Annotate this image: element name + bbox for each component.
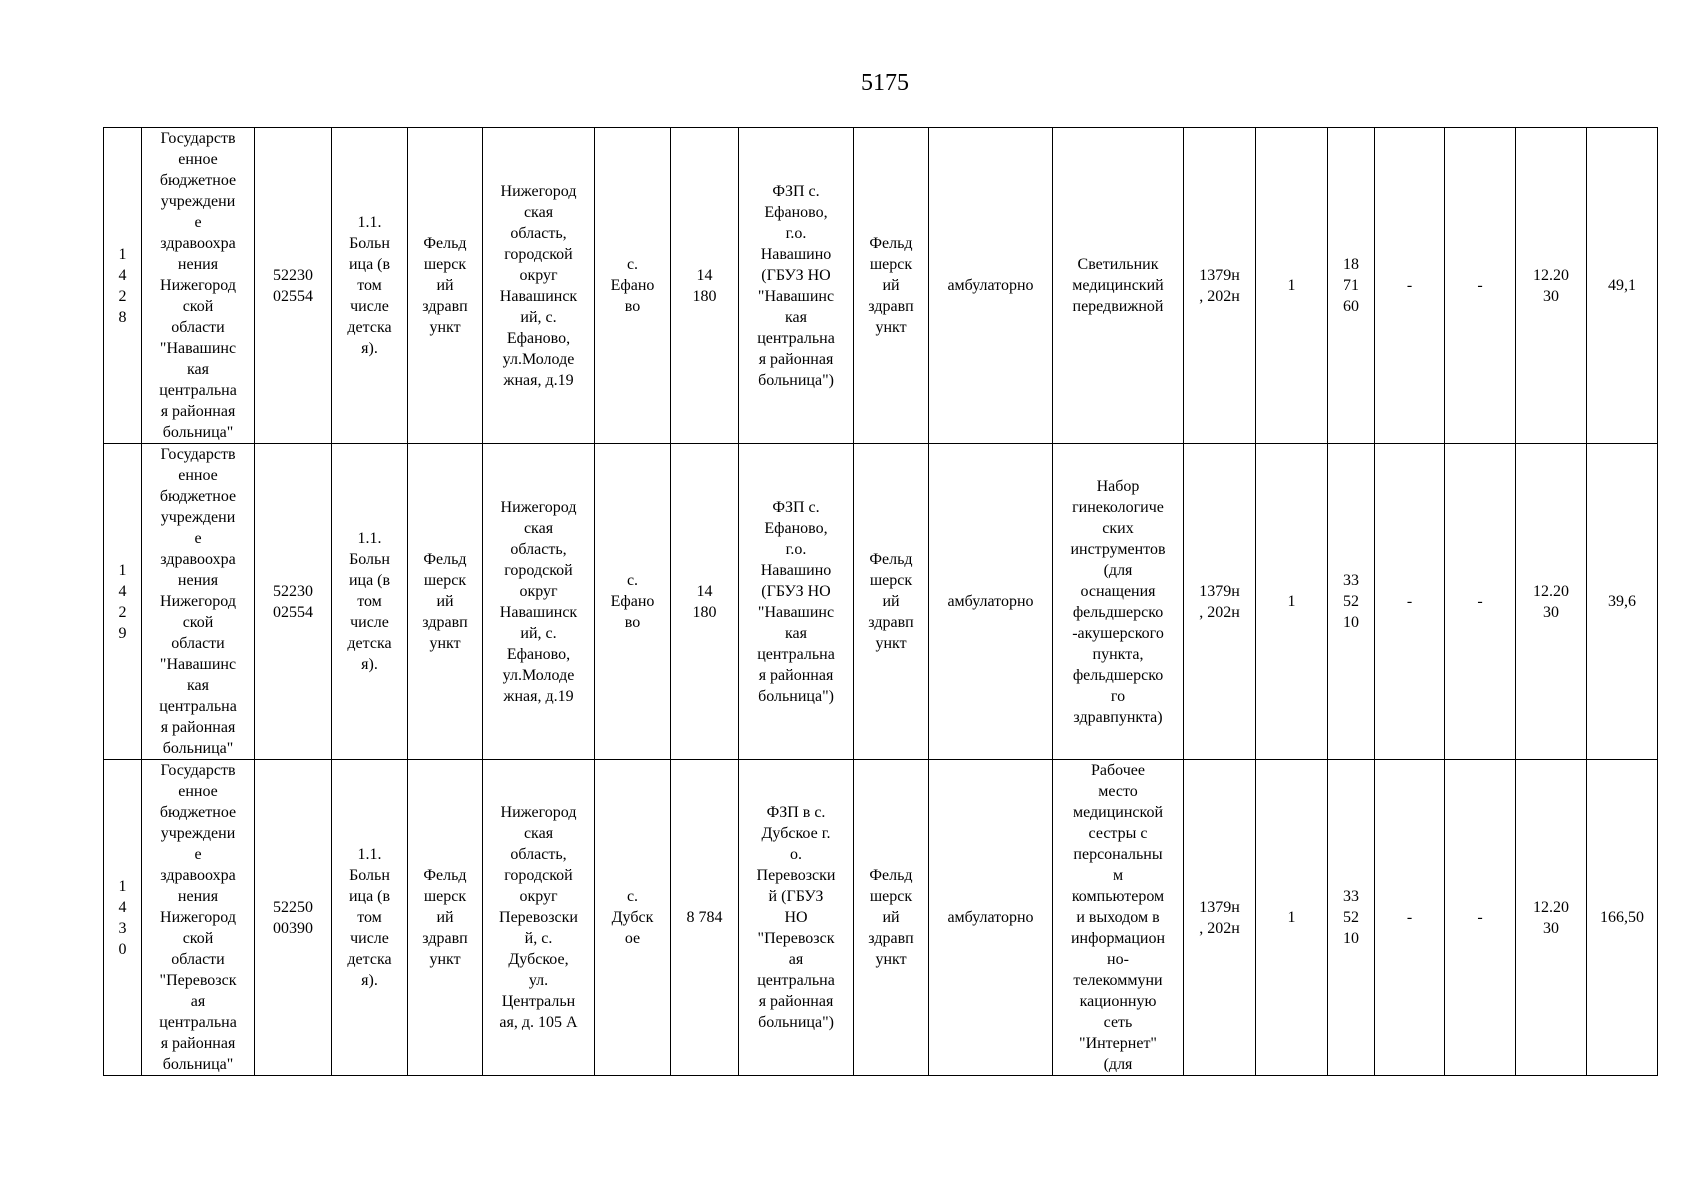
empty-field-2-cell: - xyxy=(1445,128,1516,444)
care-mode-cell: амбулаторно xyxy=(929,760,1053,1076)
facility-name-cell: ФЗП с. Ефаново, г.о. Навашино (ГБУЗ НО "Навашинс кая центральна я районная больница") xyxy=(739,128,854,444)
org-code-cell: 52230 02554 xyxy=(255,128,332,444)
care-mode-cell: амбулаторно xyxy=(929,128,1053,444)
okpd-code-cell: 33 52 10 xyxy=(1328,444,1375,760)
population-cell: 14 180 xyxy=(671,444,739,760)
empty-field-2-cell: - xyxy=(1445,760,1516,1076)
org-code-cell: 52230 02554 xyxy=(255,444,332,760)
organization-cell: Государств енное бюджетное учреждени е здравоохра нения Нижегород ской области "Навашинс кая центральна я районная больница" xyxy=(142,444,255,760)
empty-field-1-cell: - xyxy=(1375,128,1445,444)
page-number: 5175 xyxy=(861,70,909,96)
address-cell: Нижегород ская область, городской округ Навашинск ий, с. Ефаново, ул.Молоде жная, д.19 xyxy=(483,128,595,444)
facility-name-cell: ФЗП с. Ефаново, г.о. Навашино (ГБУЗ НО "Навашинс кая центральна я районная больница") xyxy=(739,444,854,760)
quantity-cell: 1 xyxy=(1256,128,1328,444)
address-cell: Нижегород ская область, городской округ Навашинск ий, с. Ефаново, ул.Молоде жная, д.19 xyxy=(483,444,595,760)
subunit-cell: Фельд шерск ий здравп ункт xyxy=(854,128,929,444)
equipment-cell: Набор гинекологиче ских инструментов (для оснащения фельдшерско -акушерского пункта, фельдшерско го здравпункта) xyxy=(1053,444,1184,760)
row-number-cell: 1 4 2 8 xyxy=(104,128,142,444)
order-ref-cell: 1379н , 202н xyxy=(1184,760,1256,1076)
address-cell: Нижегород ская область, городской округ Перевозски й, с. Дубское, ул. Центральн ая, д. 105 А xyxy=(483,760,595,1076)
subunit-cell: Фельд шерск ий здравп ункт xyxy=(854,444,929,760)
care-mode-cell: амбулаторно xyxy=(929,444,1053,760)
organization-cell: Государств енное бюджетное учреждени е здравоохра нения Нижегород ской области "Навашинс кая центральна я районная больница" xyxy=(142,128,255,444)
institution-type-cell: 1.1. Больн ица (в том числе детска я). xyxy=(332,444,408,760)
organization-cell: Государств енное бюджетное учреждени е здравоохра нения Нижегород ской области "Перевозск ая центральна я районная больница" xyxy=(142,760,255,1076)
org-code-cell: 52250 00390 xyxy=(255,760,332,1076)
equipment-cell: Светильник медицинский передвижной xyxy=(1053,128,1184,444)
table-row xyxy=(104,760,1658,1076)
price-cell: 49,1 xyxy=(1587,128,1658,444)
okpd-code-cell: 33 52 10 xyxy=(1328,760,1375,1076)
empty-field-1-cell: - xyxy=(1375,444,1445,760)
unit-type-cell: Фельд шерск ий здравп ункт xyxy=(408,760,483,1076)
population-cell: 8 784 xyxy=(671,760,739,1076)
locality-cell: с. Ефано во xyxy=(595,128,671,444)
empty-field-2-cell: - xyxy=(1445,444,1516,760)
locality-cell: с. Ефано во xyxy=(595,444,671,760)
unit-type-cell: Фельд шерск ий здравп ункт xyxy=(408,444,483,760)
date-cell: 12.20 30 xyxy=(1516,760,1587,1076)
table-row xyxy=(104,128,1658,444)
empty-field-1-cell: - xyxy=(1375,760,1445,1076)
price-cell: 39,6 xyxy=(1587,444,1658,760)
subunit-cell: Фельд шерск ий здравп ункт xyxy=(854,760,929,1076)
quantity-cell: 1 xyxy=(1256,760,1328,1076)
price-cell: 166,50 xyxy=(1587,760,1658,1076)
population-cell: 14 180 xyxy=(671,128,739,444)
facility-name-cell: ФЗП в с. Дубское г. о. Перевозски й (ГБУЗ НО "Перевозск ая центральна я районная больница") xyxy=(739,760,854,1076)
row-number-cell: 1 4 3 0 xyxy=(104,760,142,1076)
quantity-cell: 1 xyxy=(1256,444,1328,760)
date-cell: 12.20 30 xyxy=(1516,444,1587,760)
institution-type-cell: 1.1. Больн ица (в том числе детска я). xyxy=(332,128,408,444)
row-number-cell: 1 4 2 9 xyxy=(104,444,142,760)
equipment-cell: Рабочее место медицинской сестры с персональны м компьютером и выходом в информацион но- телекоммуни кационную сеть "Интернет" (для xyxy=(1053,760,1184,1076)
institution-type-cell: 1.1. Больн ица (в том числе детска я). xyxy=(332,760,408,1076)
locality-cell: с. Дубск ое xyxy=(595,760,671,1076)
order-ref-cell: 1379н , 202н xyxy=(1184,444,1256,760)
unit-type-cell: Фельд шерск ий здравп ункт xyxy=(408,128,483,444)
okpd-code-cell: 18 71 60 xyxy=(1328,128,1375,444)
order-ref-cell: 1379н , 202н xyxy=(1184,128,1256,444)
table-row xyxy=(104,444,1658,760)
equipment-registry-table xyxy=(103,127,1658,1076)
date-cell: 12.20 30 xyxy=(1516,128,1587,444)
